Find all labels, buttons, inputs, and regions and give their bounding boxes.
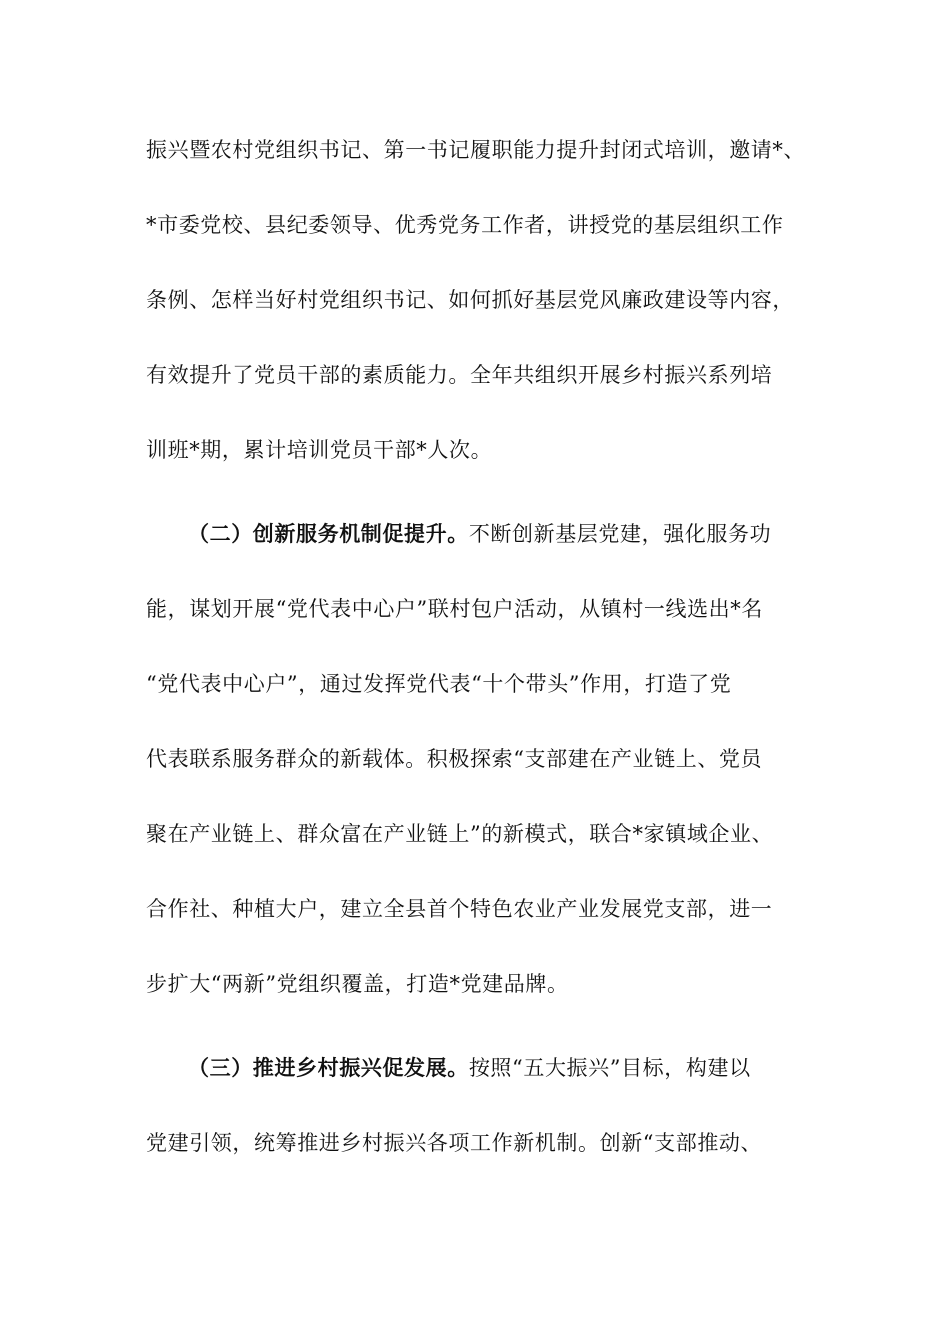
p2-line-6: 合作社、种植大户，建立全县首个特色农业产业发展党支部，进一 — [146, 897, 773, 921]
p2-line-2: 能，谋划开展“党代表中心户”联村包户活动，从镇村一线选出*名 — [146, 597, 763, 621]
p3-first-line-text: 按照“五大振兴”目标，构建以 — [468, 1056, 751, 1080]
p1-line-2: *市委党校、县纪委领导、优秀党务工作者，讲授党的基层组织工作 — [146, 213, 784, 237]
p1-line-1: 振兴暨农村党组织书记、第一书记履职能力提升封闭式培训，邀请*、 — [146, 138, 806, 162]
p1-line-3: 条例、怎样当好村党组织书记、如何抓好基层党风廉政建设等内容， — [146, 288, 794, 312]
p3-line-2: 党建引领，统筹推进乡村振兴各项工作新机制。创新“支部推动、 — [146, 1131, 763, 1155]
p3-heading: （三）推进乡村振兴促发展。 — [188, 1056, 469, 1080]
p2-line-7: 步扩大“两新”党组织覆盖，打造*党建品牌。 — [146, 972, 569, 996]
p2-first-line — [188, 520, 828, 548]
p2-heading: （二）创新服务机制促提升。 — [188, 522, 469, 546]
p2-line-4: 代表联系服务群众的新载体。积极探索“支部建在产业链上、党员 — [146, 747, 763, 771]
p2-line-5: 聚在产业链上、群众富在产业链上”的新模式，联合*家镇域企业、 — [146, 822, 774, 846]
p1-line-4: 有效提升了党员干部的素质能力。全年共组织开展乡村振兴系列培 — [146, 363, 773, 387]
p1-line-5: 训班*期，累计培训党员干部*人次。 — [146, 438, 493, 462]
p2-line-3: “党代表中心户”，通过发挥党代表“十个带头”作用，打造了党 — [146, 672, 732, 696]
p3-first-line — [188, 1054, 828, 1082]
p2-first-line-text: 不断创新基层党建，强化服务功 — [468, 522, 772, 546]
